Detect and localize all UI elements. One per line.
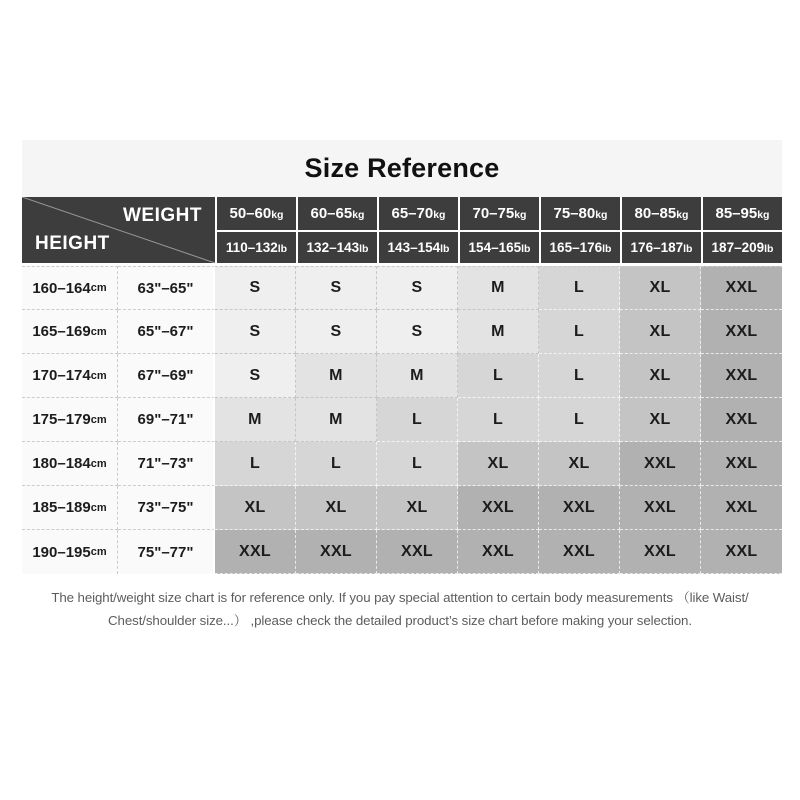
weight-kg-unit: kg: [433, 209, 446, 221]
height-cm-cell: [22, 442, 118, 486]
height-cm-value: 170–174: [32, 367, 91, 384]
weight-lb-value: 165–176: [549, 240, 603, 255]
weight-lb-unit: lb: [764, 243, 774, 255]
height-axis-label: HEIGHT: [35, 233, 110, 254]
footer-line-2: Chest/shoulder size...） ,please check the detailed product’s size chart before making your selection.: [108, 613, 692, 628]
size-cell: L: [458, 354, 539, 398]
chart-title: Size Reference: [304, 153, 500, 183]
height-cm-cell: [22, 398, 118, 442]
weight-kg-unit: kg: [352, 209, 365, 221]
height-cm-value: 185–189: [32, 499, 91, 516]
height-inch-cell: 71"–73": [118, 442, 215, 486]
weight-lb-cell: [703, 232, 782, 263]
weight-lb-unit: lb: [683, 243, 693, 255]
weight-kg-value: 80–85: [634, 205, 677, 222]
height-inch-cell: 75"–77": [118, 530, 215, 574]
footer-line-1: The height/weight size chart is for reference only. If you pay special attention to certain body measurements （like Waist/: [51, 590, 749, 605]
weight-lb-value: 154–165: [468, 240, 522, 255]
size-cell: XXL: [701, 354, 782, 398]
height-inch-cell: 67"–69": [118, 354, 215, 398]
size-chart-panel: [22, 140, 782, 574]
size-cell: XXL: [539, 530, 620, 574]
weight-lb-unit: lb: [521, 243, 531, 255]
weight-kg-unit: kg: [271, 209, 284, 221]
height-cm-unit: cm: [90, 325, 107, 338]
height-cm-unit: cm: [90, 546, 107, 558]
size-cell: XL: [296, 486, 377, 530]
size-cell: L: [539, 310, 620, 354]
size-cell: M: [296, 398, 377, 442]
size-cell: S: [377, 310, 458, 354]
height-inch-cell: 73"–75": [118, 486, 215, 530]
weight-lb-unit: lb: [602, 243, 612, 255]
size-cell: XL: [620, 266, 701, 310]
size-cell: XXL: [701, 310, 782, 354]
size-cell: XXL: [701, 442, 782, 486]
size-cell: L: [539, 354, 620, 398]
weight-kg-value: 60–65: [310, 205, 353, 222]
height-cm-cell: [22, 354, 118, 398]
weight-lb-value: 187–209: [711, 240, 765, 255]
height-cm-unit: cm: [90, 413, 107, 426]
height-cm-value: 190–195: [32, 543, 91, 561]
size-cell: XL: [620, 354, 701, 398]
size-cell: XXL: [701, 398, 782, 442]
size-cell: S: [296, 266, 377, 310]
weight-kg-unit: kg: [514, 209, 527, 221]
height-cm-cell: [22, 530, 118, 574]
corner-cell: [22, 197, 215, 263]
weight-lb-value: 143–154: [387, 240, 441, 255]
size-cell: XXL: [701, 266, 782, 310]
weight-lb-cell: [541, 232, 620, 263]
size-cell: L: [458, 398, 539, 442]
size-cell: L: [377, 442, 458, 486]
size-cell: XXL: [701, 530, 782, 574]
size-cell: S: [215, 310, 296, 354]
weight-kg-cell: [298, 197, 377, 230]
weight-lb-value: 110–132: [225, 240, 278, 255]
height-cm-cell: [22, 266, 118, 310]
weight-kg-value: 85–95: [715, 205, 758, 222]
size-cell: L: [377, 398, 458, 442]
height-cm-unit: cm: [90, 501, 107, 514]
weight-lb-cell: [379, 232, 458, 263]
size-cell: XXL: [539, 486, 620, 530]
size-cell: XL: [620, 398, 701, 442]
weight-lb-cell: [298, 232, 377, 263]
height-inch-cell: 69"–71": [118, 398, 215, 442]
size-cell: XXL: [701, 486, 782, 530]
height-cm-unit: cm: [90, 457, 107, 470]
size-cell: XL: [458, 442, 539, 486]
size-cell: XXL: [620, 530, 701, 574]
size-cell: XXL: [458, 486, 539, 530]
weight-axis-label: WEIGHT: [123, 205, 202, 226]
weight-lb-value: 176–187: [630, 240, 684, 255]
weight-kg-unit: kg: [757, 209, 770, 221]
size-cell: M: [296, 354, 377, 398]
weight-lb-unit: lb: [359, 243, 369, 255]
size-cell: XL: [215, 486, 296, 530]
height-cm-unit: cm: [90, 369, 107, 382]
height-cm-unit: cm: [90, 282, 107, 294]
height-inch-cell: 63"–65": [118, 266, 215, 310]
size-cell: S: [296, 310, 377, 354]
weight-kg-value: 50–60: [229, 205, 272, 222]
size-cell: L: [215, 442, 296, 486]
weight-kg-value: 65–70: [391, 205, 434, 222]
weight-kg-cell: [622, 197, 701, 230]
weight-kg-unit: kg: [595, 209, 608, 221]
height-cm-value: 180–184: [32, 455, 91, 472]
weight-kg-cell: [541, 197, 620, 230]
chart-title-band: [22, 140, 782, 197]
size-cell: XXL: [296, 530, 377, 574]
size-cell: L: [539, 398, 620, 442]
weight-lb-unit: lb: [440, 243, 450, 255]
size-cell: XXL: [377, 530, 458, 574]
height-cm-value: 175–179: [32, 411, 91, 428]
weight-kg-cell: [379, 197, 458, 230]
table-body: [22, 266, 782, 574]
size-cell: XL: [620, 310, 701, 354]
height-cm-cell: [22, 486, 118, 530]
footer-note: [0, 586, 800, 632]
weight-lb-cell: [460, 232, 539, 263]
size-cell: M: [458, 266, 539, 310]
weight-lb-cell: [622, 232, 701, 263]
weight-kg-cell: [217, 197, 296, 230]
weight-lb-cell: [217, 232, 296, 263]
size-cell: S: [215, 354, 296, 398]
size-cell: L: [296, 442, 377, 486]
table-header: [22, 197, 782, 263]
weight-kg-value: 70–75: [472, 205, 515, 222]
weight-kg-unit: kg: [676, 209, 689, 221]
size-cell: M: [215, 398, 296, 442]
weight-lb-unit: lb: [277, 243, 288, 255]
height-cm-value: 165–169: [32, 323, 91, 340]
size-cell: S: [377, 266, 458, 310]
size-cell: M: [458, 310, 539, 354]
height-cm-cell: [22, 310, 118, 354]
height-cm-value: 160–164: [32, 279, 91, 297]
size-cell: XL: [377, 486, 458, 530]
size-cell: XXL: [620, 486, 701, 530]
weight-kg-cell: [460, 197, 539, 230]
weight-kg-value: 75–80: [553, 205, 596, 222]
size-cell: M: [377, 354, 458, 398]
size-cell: XL: [539, 442, 620, 486]
size-cell: XXL: [620, 442, 701, 486]
size-cell: XXL: [458, 530, 539, 574]
size-cell: XXL: [215, 530, 296, 574]
weight-lb-value: 132–143: [306, 240, 360, 255]
weight-kg-cell: [703, 197, 782, 230]
height-inch-cell: 65"–67": [118, 310, 215, 354]
size-cell: L: [539, 266, 620, 310]
size-cell: S: [215, 266, 296, 310]
